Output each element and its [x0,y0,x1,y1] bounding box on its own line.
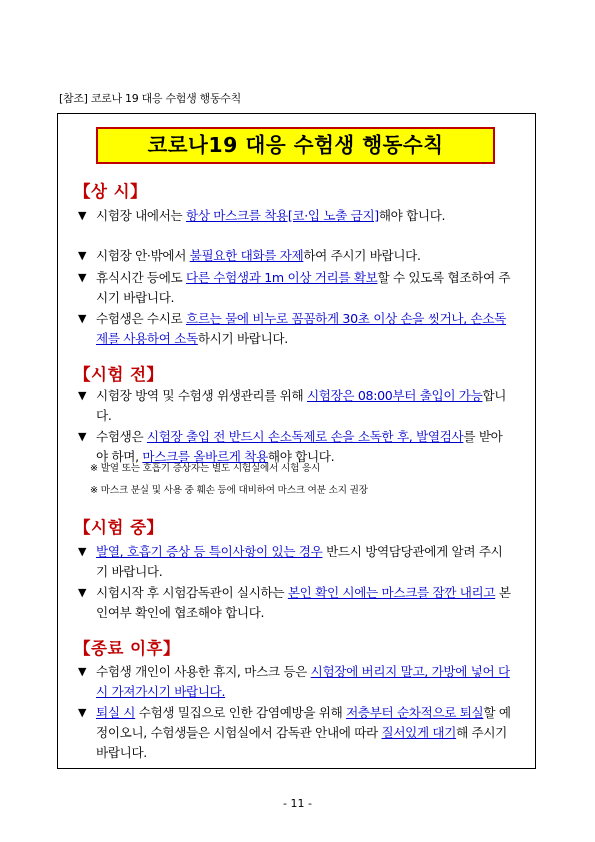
guideline-text [96,427,514,467]
emphasized-text: 퇴실 시 [96,705,136,720]
guideline-item [74,309,514,349]
guideline-text [96,583,514,623]
plain-text: 합니다. [96,388,507,423]
guideline-item [74,662,514,702]
plain-text: 수험생은 [96,429,147,444]
guideline-item [74,703,514,763]
emphasized-text: 질서있게 대기 [381,725,457,740]
plain-text: 하시기 바랍니다. [197,331,288,346]
emphasized-text: 불필요한 대화를 자제 [189,248,304,263]
plain-text: 시험장 안·밖에서 [96,248,190,263]
emphasized-text: 흐르는 물에 비누로 꼼꼼하게 30초 이상 손을 씻거나, 손소독제를 사용하여 소독 [96,311,506,346]
triangle-bullet-icon: ▼ [78,249,87,262]
emphasized-text: 저층부터 순차적으로 퇴실 [346,705,484,720]
triangle-bullet-icon: ▼ [78,389,87,402]
emphasized-text: 시험장에 버리지 말고, 가방에 넣어 다시 가져가시기 바랍니다. [96,664,510,699]
section-heading: 【시험 중】 [74,518,164,537]
plain-text: 수험생은 수시로 [96,311,187,326]
guideline-item [74,583,514,623]
emphasized-text: 마스크를 올바르게 착용 [142,449,268,464]
plain-text: 시험장 내에서는 [96,208,187,223]
emphasized-text: 항상 마스크를 착용[코·입 노출 금지] [186,208,379,223]
triangle-bullet-icon: ▼ [78,706,87,719]
emphasized-text: 발열, 호흡기 증상 등 특이사항이 있는 경우 [96,544,323,559]
emphasized-text: 다른 수험생과 1m 이상 거리를 확보 [186,270,378,285]
plain-text: 하여 주시기 바랍니다. [303,248,421,263]
section-heading: 【시험 전】 [74,365,164,384]
plain-text: 를 받아야 하며, [96,429,503,464]
triangle-bullet-icon: ▼ [78,665,87,678]
plain-text: 해야 합니다. [267,449,335,464]
guideline-text [96,662,514,702]
emphasized-text: 시험장 출입 전 반드시 손소독제로 손을 소독한 후, 발열검사 [146,429,464,444]
page-number: - 11 - [283,797,312,810]
plain-text: 수험생 개인이 사용한 휴지, 마스크 등은 [96,664,311,679]
guideline-item [74,386,514,426]
guideline-text [96,246,514,266]
triangle-bullet-icon: ▼ [78,312,87,325]
guideline-text [96,542,514,582]
plain-text: 시험시작 후 시험감독관이 실시하는 [96,585,288,600]
triangle-bullet-icon: ▼ [78,586,87,599]
note-text: ※ 발열 또는 호흡기 증상자는 별도 시험실에서 시험 응시 [90,463,321,474]
guideline-item [74,246,514,266]
plain-text: 본인여부 확인에 협조해야 합니다. [96,585,511,620]
triangle-bullet-icon: ▼ [78,271,87,284]
triangle-bullet-icon: ▼ [78,430,87,443]
plain-text: 휴식시간 등에도 [96,270,187,285]
plain-text: 해야 합니다. [378,208,446,223]
guideline-text [96,206,514,226]
guideline-text [96,268,514,308]
plain-text: 할 예정이오니, 수험생들은 시험실에서 감독관 안내에 따라 [96,705,511,740]
guideline-text [96,386,514,426]
section-heading: 【상 시】 [74,182,148,201]
plain-text: 반드시 방역담당관에게 알려 주시기 바랍니다. [96,544,503,579]
plain-text: 수험생 밀집으로 인한 감염예방을 위해 [135,705,347,720]
reference-label: [참조] 코로나 19 대응 수험생 행동수칙 [59,92,241,105]
plain-text: 할 수 있도록 협조하여 주시기 바랍니다. [96,270,511,305]
plain-text: 시험장 방역 및 수험생 위생관리를 위해 [96,388,307,403]
guideline-text [96,309,514,349]
triangle-bullet-icon: ▼ [78,209,87,222]
triangle-bullet-icon: ▼ [78,545,87,558]
plain-text: 해 주시기 바랍니다. [96,725,507,760]
banner-title: 코로나19 대응 수험생 행동수칙 [96,127,495,164]
note-text: ※ 마스크 분실 및 사용 중 훼손 등에 대비하여 마스크 여분 소지 권장 [90,485,368,496]
emphasized-text: 본인 확인 시에는 마스크를 잠깐 내리고 [287,585,496,600]
section-heading: 【종료 이후】 [74,639,181,658]
guideline-text [96,703,514,763]
guideline-item [74,542,514,582]
guideline-item [74,206,514,226]
guideline-item [74,427,514,467]
guideline-item [74,268,514,308]
emphasized-text: 시험장은 08:00부터 출입이 가능 [306,388,483,403]
